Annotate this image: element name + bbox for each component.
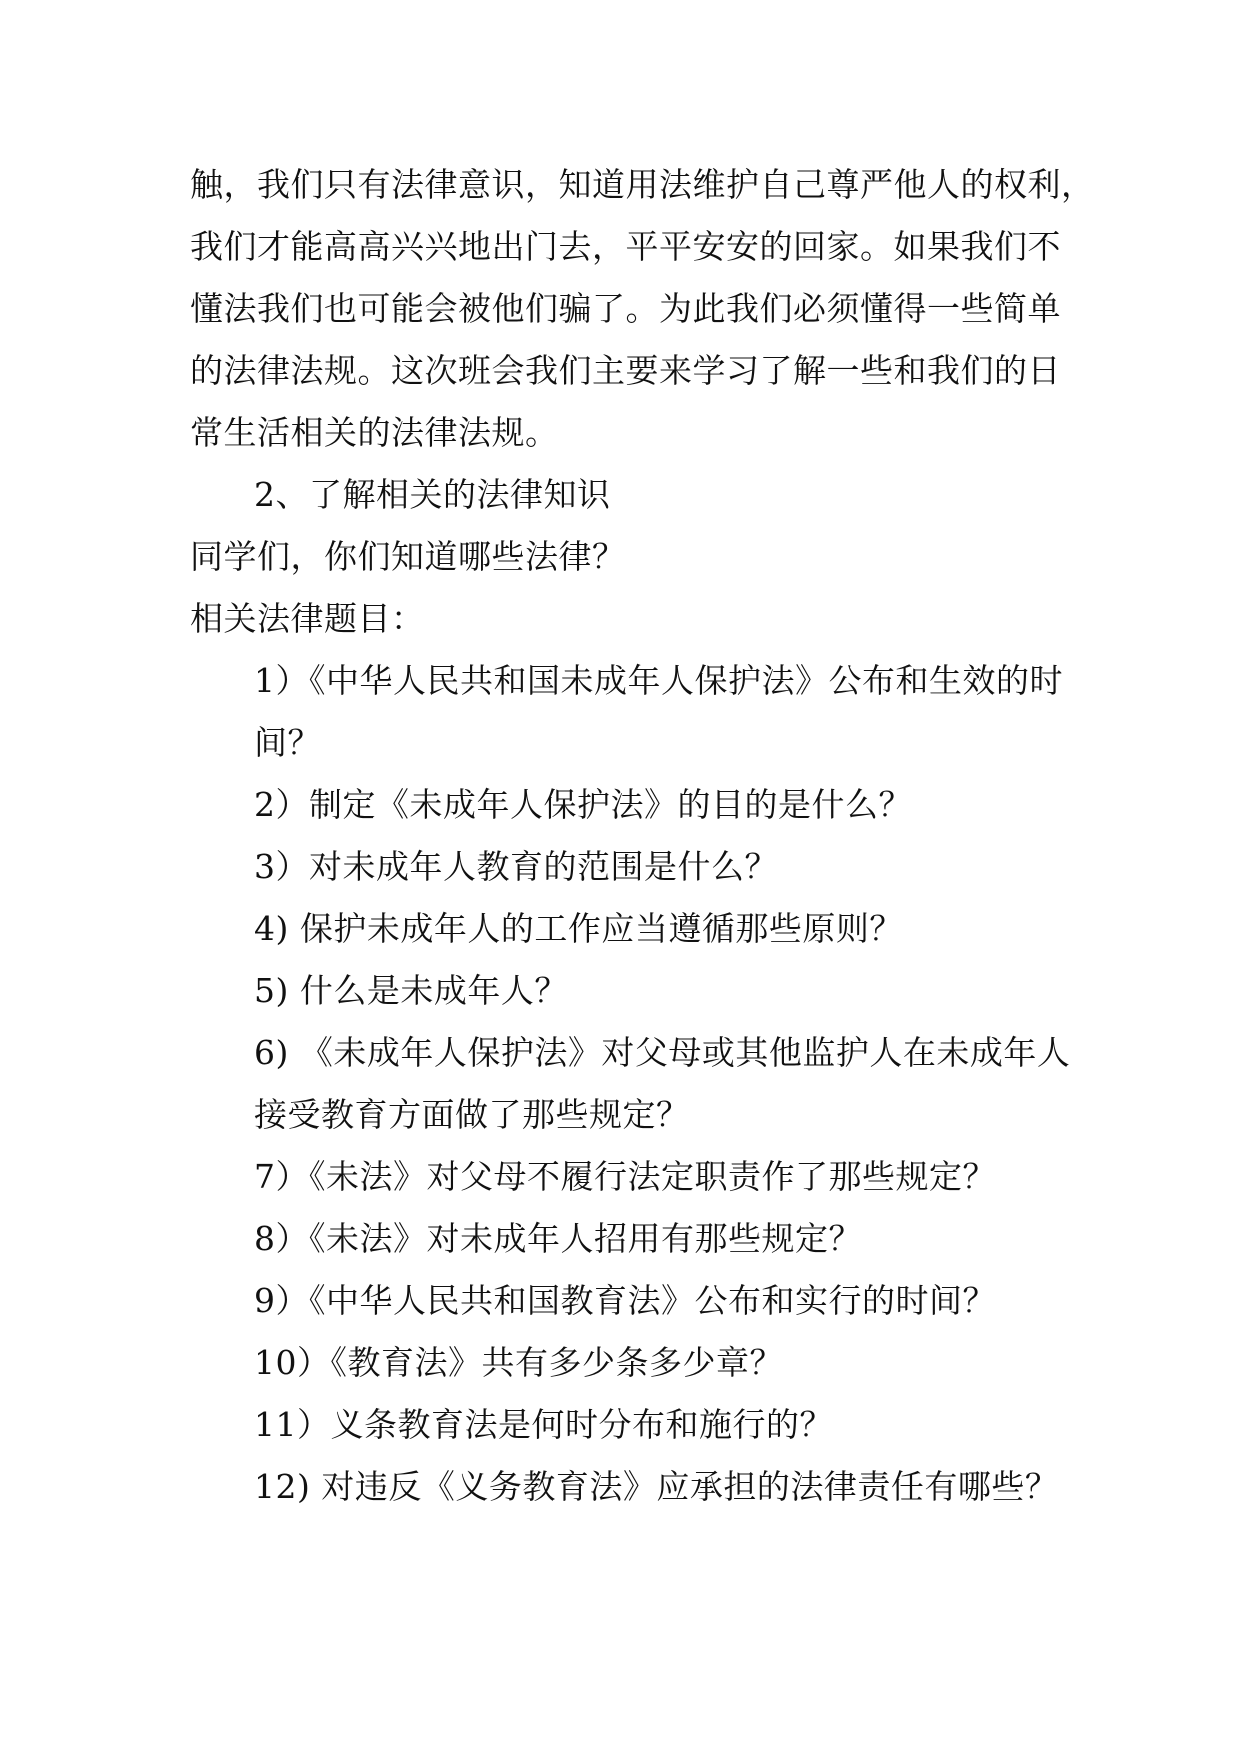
question-item: 7）《未法》对父母不履行法定职责作了那些规定？ (254, 1157, 996, 1196)
question-item: 11）义条教育法是何时分布和施行的？ (254, 1405, 833, 1444)
question-item: 8）《未法》对未成年人招用有那些规定？ (254, 1219, 862, 1258)
section-heading: 2、了解相关的法律知识 (254, 475, 611, 514)
question-item: 间？ (254, 723, 321, 762)
question-item: 5) 什么是未成年人？ (254, 971, 568, 1010)
question-item: 接受教育方面做了那些规定？ (254, 1095, 690, 1134)
question-item: 12) 对违反《义务教育法》应承担的法律责任有哪些？ (254, 1467, 1059, 1506)
question-item: 2）制定《未成年人保护法》的目的是什么？ (254, 785, 912, 824)
question-item: 10）《教育法》共有多少条多少章？ (254, 1343, 783, 1382)
question-item: 9）《中华人民共和国教育法》公布和实行的时间？ (254, 1281, 996, 1320)
intro-line: 常生活相关的法律法规。 (190, 413, 559, 452)
question-item: 4) 保护未成年人的工作应当遵循那些原则？ (254, 909, 903, 948)
intro-line: 懂法我们也可能会被他们骗了。为此我们必须懂得一些简单 (190, 289, 1061, 328)
question-item: 1）《中华人民共和国未成年人保护法》公布和生效的时 (254, 661, 1063, 700)
question-item: 6) 《未成年人保护法》对父母或其他监护人在未成年人 (254, 1033, 1071, 1072)
intro-line: 触，我们只有法律意识，知道用法维护自己尊严他人的权利， (190, 165, 1095, 204)
topics-label: 相关法律题目： (190, 599, 425, 638)
question-prompt: 同学们，你们知道哪些法律？ (190, 537, 626, 576)
intro-line: 的法律法规。这次班会我们主要来学习了解一些和我们的日 (190, 351, 1061, 390)
intro-line: 我们才能高高兴兴地出门去，平平安安的回家。如果我们不 (190, 227, 1061, 266)
question-item: 3）对未成年人教育的范围是什么？ (254, 847, 778, 886)
